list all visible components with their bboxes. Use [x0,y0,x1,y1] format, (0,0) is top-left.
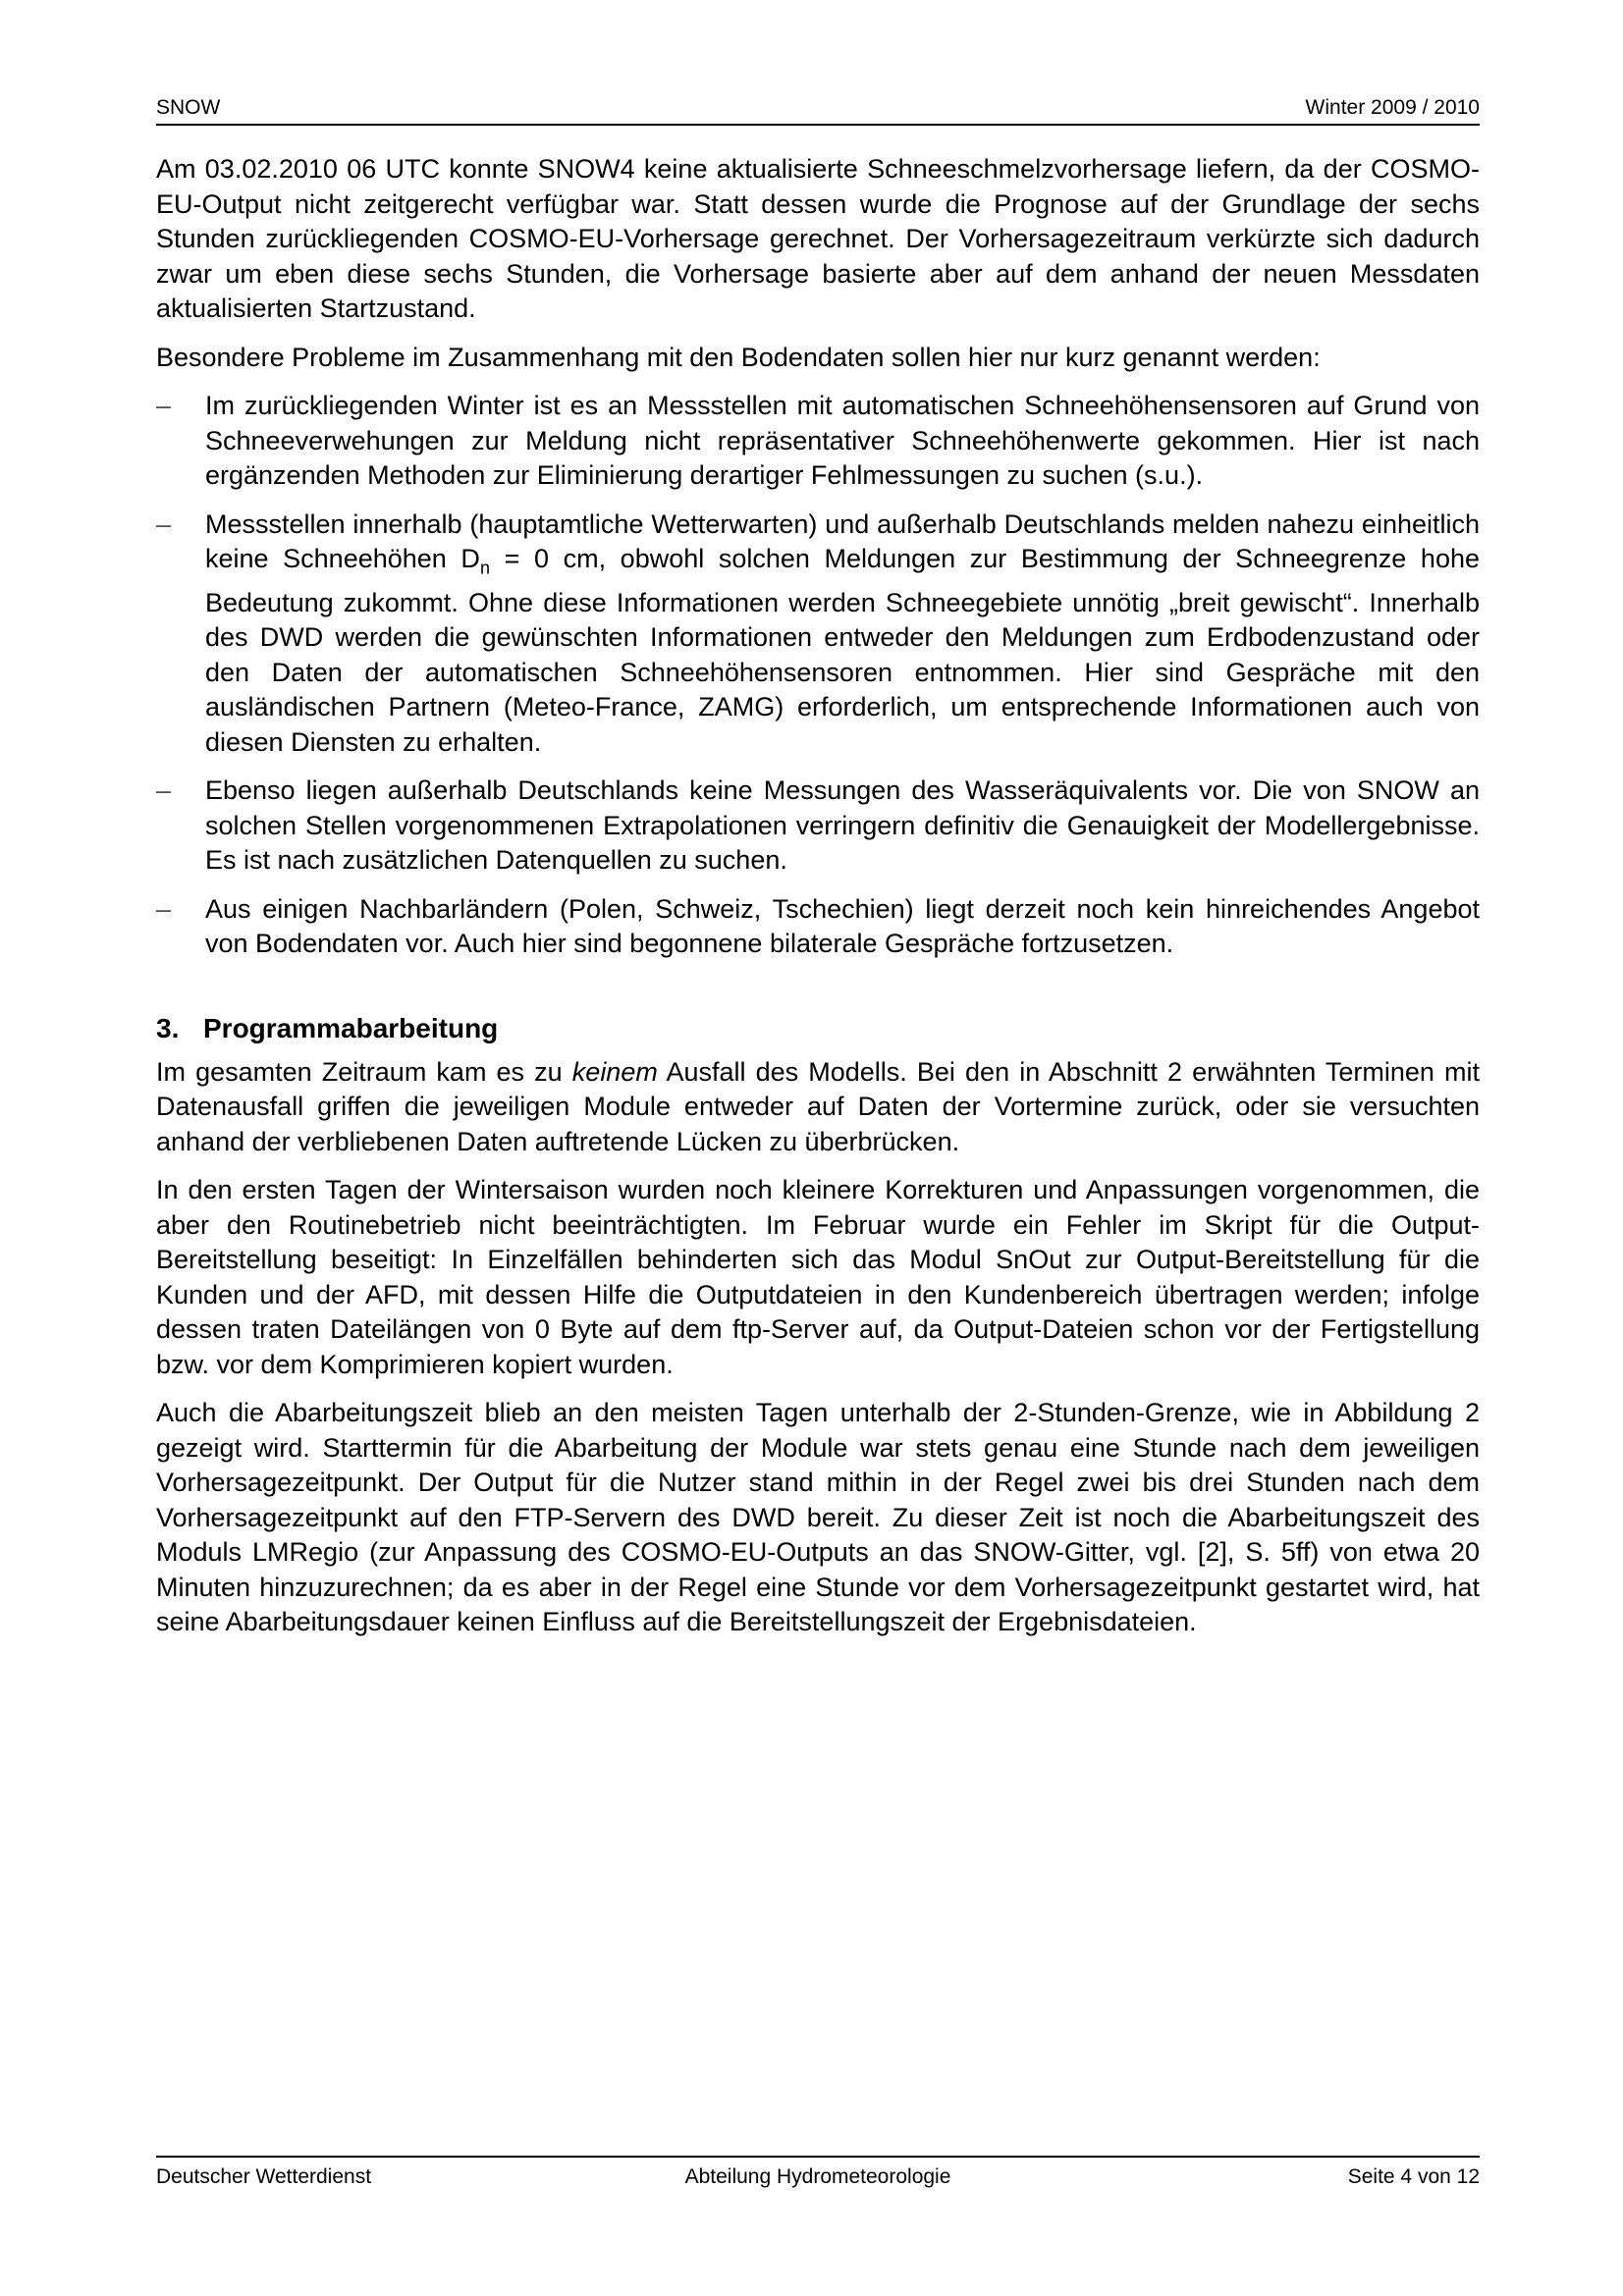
emphasis: keinem [571,1056,658,1087]
dash-bullet: – [156,775,172,806]
paragraph: Besondere Probleme im Zusammenhang mit den Bodendaten sollen hier nur kurz genannt werden: [156,342,1321,372]
paragraph-part: Ausfall des Modells. Bei den in Abschnitt 2 erwähnten Terminen mit Datenausfall griffen die jeweiligen Module entweder auf Daten der Vortermine zurück, oder sie versuchten anhand der verbliebenen Daten auftretende Lücken zu überbrücken. [156,1056,1480,1156]
paragraph: Am 03.02.2010 06 UTC konnte SNOW4 keine aktualisierte Schneeschmelzvorhersage liefern, da der COSMO-EU-Output nicht zeitgerecht verfügbar war. Statt dessen wurde die Prognose auf der Grundlage der sechs Stunden zurückliegenden COSMO-EU-Vorhersage gerechnet. Der Vorhersagezeitraum verkürzte sich dadurch zwar um eben diese sechs Stunden, die Vorhersage basierte aber auf dem anhand der neuen Messdaten aktualisierten Startzustand. [156,154,1480,323]
header-left: SNOW [156,96,221,119]
paragraph: Auch die Abarbeitungszeit blieb an den meisten Tagen unterhalb der 2-Stunden-Grenze, wie in Abbildung 2 gezeigt wird. Starttermin für die Abarbeitung der Module war stets genau eine Stunde nach dem jeweiligen Vorhersagezeitpunkt. Der Output für die Nutzer stand mithin in der Regel zwei bis drei Stunden nach dem Vorhersagezeitpunkt auf den FTP-Servern des DWD bereit. Zu dieser Zeit ist noch die Abarbeitungszeit des Moduls LMRegio (zur Anpassung des COSMO-EU-Outputs an das SNOW-Gitter, vgl. [2], S. 5ff) von etwa 20 Minuten hinzuzurechnen; da es aber in der Regel eine Stunde vor dem Vorhersagezeitpunkt gestartet wird, hat seine Abarbeitungsdauer keinen Einfluss auf die Bereitstellungszeit der Ergebnisdateien. [156,1398,1480,1637]
list-item [156,389,1480,494]
section-title: Programmabarbeitung [203,1012,499,1043]
list-item-text: Ebenso liegen außerhalb Deutschlands keine Messungen des Wasseräquivalents vor. Die von SNOW an solchen Stellen vorgenommenen Extrapolationen verringern definitiv die Genauigkeit der Modellergebnisse. Es ist nach zusätzlichen Datenquellen zu suchen. [205,775,1480,876]
footer-left: Deutscher Wetterdienst [156,2165,372,2188]
footer-center: Abteilung Hydrometeorologie [684,2165,951,2188]
section-number: 3. [156,1012,180,1043]
page-number: Seite 4 von 12 [1347,2165,1480,2188]
list-item-text: Im zurückliegenden Winter ist es an Messstellen mit automatischen Schneehöhensensoren auf Grund von Schneeverwehungen zur Meldung nicht repräsentativer Schneehöhenwerte gekommen. Hier ist nach ergänzenden Methoden zur Eliminierung derartiger Fehlmessungen zu suchen (s.u.). [205,391,1480,490]
paragraph [156,1055,1480,1160]
problem-list [156,389,1480,962]
list-item [156,892,1480,962]
section-heading [156,1011,1480,1045]
list-item-text-part: = 0 cm, obwohl solchen Meldungen zur Bestimmung der Schneegrenze hohe Bedeutung zukommt. Ohne diese Informationen werden Schneegebiete unnötig „breit gewischt“. Innerhalb des DWD werden die gewünschten Informationen entweder den Meldungen zum Erdbodenzustand oder den Daten der automatischen Schneehöhensensoren entnommen. Hier sind Gespräche mit den ausländischen Partnern (Meteo-France, ZAMG) erforderlich, um entsprechende Informationen auch von diesen Diensten zu erhalten. [205,544,1480,757]
list-item-text: Aus einigen Nachbarländern (Polen, Schweiz, Tschechien) liegt derzeit noch kein hinreichendes Angebot von Bodendaten vor. Auch hier sind begonnene bilaterale Gespräche fortzusetzen. [205,893,1480,959]
page-header [156,96,1480,126]
dash-bullet: – [156,391,172,420]
paragraph: In den ersten Tagen der Wintersaison wurden noch kleinere Korrekturen und Anpassungen vorgenommen, die aber den Routinebetrieb nicht beeinträchtigten. Im Februar wurde ein Fehler im Skript für die Output-Bereitstellung beseitigt: In Einzelfällen behinderten sich das Modul SnOut zur Output-Bereitstellung für die Kunden und der AFD, mit dessen Hilfe die Outputdateien in den Kundenbereich übertragen werden; infolge dessen traten Dateilängen von 0 Byte auf dem ftp-Server auf, da Output-Dateien schon vor der Fertigstellung bzw. vor dem Komprimieren kopiert wurden. [156,1175,1480,1379]
page-content [156,152,1480,1654]
paragraph-part: Im gesamten Zeitraum kam es zu [156,1056,572,1087]
page-footer [156,2156,1480,2193]
list-item-text [205,509,1480,757]
list-item [156,774,1480,879]
list-item-text-part: Messstellen innerhalb (hauptamtliche Wetterwarten) und außerhalb Deutschlands melden nahezu einheitlich keine Schneehöhen D [205,508,1480,573]
subscript: n [479,558,490,578]
dash-bullet: – [156,508,172,539]
list-item [156,507,1480,761]
dash-bullet: – [156,893,172,924]
header-right: Winter 2009 / 2010 [1305,96,1480,119]
